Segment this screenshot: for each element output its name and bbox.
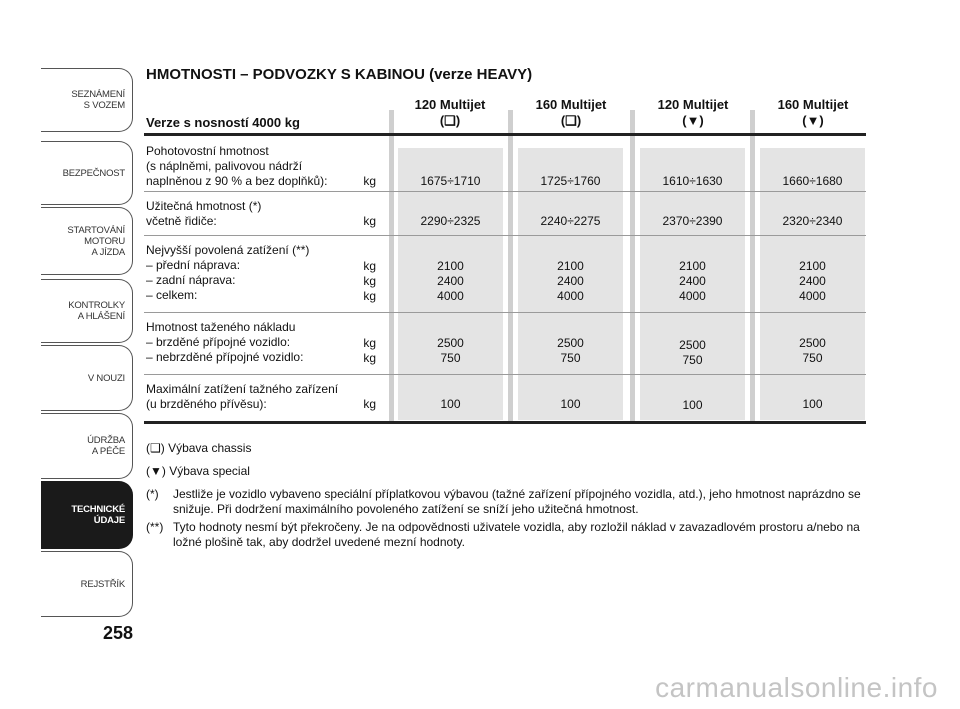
page-number: 258: [102, 623, 133, 643]
column-header-name: 160 Multijet: [535, 97, 607, 112]
column-header: [395, 97, 505, 129]
row-unit: kg kg kg: [363, 259, 376, 303]
page-title: HMOTNOSTI – PODVOZKY S KABINOU (verze HEAVY): [146, 66, 533, 83]
sidebar-tab-startovani[interactable]: [41, 207, 133, 275]
sidebar-tab-label: REJSTŘÍK: [80, 578, 125, 590]
sidebar-tab-label: SEZNÁMENÍ S VOZEM: [71, 89, 125, 111]
sidebar-tab-label: ÚDRŽBA A PÉČE: [87, 435, 125, 457]
sidebar-tab-label: BEZPEČNOST: [62, 167, 125, 179]
row-unit: kg kg: [363, 336, 376, 365]
sidebar-tab-v-nouzi[interactable]: [41, 345, 133, 411]
sidebar-tab-rejstrik[interactable]: [41, 551, 133, 617]
table-cell: 2500 750: [799, 336, 826, 365]
table-cell: 2370÷2390: [662, 214, 723, 228]
row-unit: kg: [363, 397, 376, 411]
row-unit: kg: [363, 214, 376, 228]
sidebar-tab-udrzba[interactable]: [41, 413, 133, 479]
legend-special: (▼) Výbava special: [146, 464, 250, 478]
table-cell: 2240÷2275: [540, 214, 601, 228]
table-cell: 100: [560, 397, 581, 411]
column-header-symbol: (▼): [802, 113, 824, 128]
sidebar-tab-label: TECHNICKÉ ÚDAJE: [71, 504, 125, 526]
table-cell: 2500 750: [437, 336, 464, 365]
row-label: Užitečná hmotnost (*) včetně řidiče:: [146, 199, 262, 228]
sidebar-tab-technicke-udaje[interactable]: [41, 481, 133, 549]
table-cell: 1675÷1710: [420, 174, 481, 188]
row-divider: [144, 374, 866, 375]
column-header-symbol: (▼): [682, 113, 704, 128]
table-cell: 100: [440, 397, 461, 411]
table-top-rule: [144, 133, 866, 136]
row-label: Hmotnost taženého nákladu – brzděné přípojné vozidlo: – nebrzděné přípojné vozidlo:: [146, 320, 304, 364]
column-header-name: 120 Multijet: [414, 97, 486, 112]
sidebar-tab-seznameni[interactable]: [41, 68, 133, 132]
row-label: Nejvyšší povolená zatížení (**) – přední náprava: – zadní náprava: – celkem:: [146, 243, 310, 302]
legend-chassis: (❑) Výbava chassis: [146, 441, 252, 455]
table-cell: 2500 750: [679, 338, 706, 367]
column-header-name: 160 Multijet: [777, 97, 849, 112]
sidebar-tab-kontrolky[interactable]: [41, 279, 133, 343]
table-bottom-rule: [144, 421, 866, 424]
table-cell: 1725÷1760: [540, 174, 601, 188]
row-label: Pohotovostní hmotnost (s náplněmi, palivovou nádrží naplněnou z 90 % a bez doplňků):: [146, 144, 328, 188]
sidebar-tab-bezpecnost[interactable]: [41, 141, 133, 205]
sidebar-tab-label: KONTROLKY A HLÁŠENÍ: [68, 300, 125, 322]
table-cell: 2290÷2325: [420, 214, 481, 228]
footnote: [146, 520, 866, 550]
footnote-mark: (**): [146, 520, 164, 534]
sidebar-tab-label: V NOUZI: [87, 372, 125, 384]
column-header-symbol: (❑): [560, 113, 582, 128]
table-cell: 2100 2400 4000: [557, 259, 584, 303]
sidebar-tab-label: STARTOVÁNÍ MOTORU A JÍZDA: [67, 224, 125, 258]
footnote-mark: (*): [146, 487, 159, 501]
table-header-label: Verze s nosností 4000 kg: [146, 115, 300, 130]
table-cell: 1660÷1680: [782, 174, 843, 188]
table-cell: 1610÷1630: [662, 174, 723, 188]
table-cell: 2100 2400 4000: [437, 259, 464, 303]
row-label: Maximální zatížení tažného zařízení (u brzděného přívěsu):: [146, 382, 339, 411]
column-header: [758, 97, 868, 129]
table-cell: 100: [802, 397, 823, 411]
table-cell: 2500 750: [557, 336, 584, 365]
table-cell: 100: [682, 398, 703, 412]
column-header: [638, 97, 748, 129]
column-stripe: [630, 110, 635, 424]
column-header: [516, 97, 626, 129]
table-cell: 2100 2400 4000: [799, 259, 826, 303]
table-cell: 2100 2400 4000: [679, 259, 706, 303]
table-cell: 2320÷2340: [782, 214, 843, 228]
column-stripe: [389, 110, 394, 424]
footnote: [146, 487, 866, 517]
watermark: carmanualsonline.info: [655, 672, 938, 703]
row-divider: [144, 312, 866, 313]
row-divider: [144, 191, 866, 192]
footnote-text: Jestliže je vozidlo vybaveno speciální příplatkovou výbavou (tažné zařízení přípojného vozidla, atd.), jeho hmotnost naprázdno se snižuje. Při dodržení maximálního povoleného zatížení se sníží jeho užitečná hmotnost.: [173, 487, 861, 516]
column-stripe: [508, 110, 513, 424]
row-divider: [144, 235, 866, 236]
column-header-symbol: (❑): [439, 113, 461, 128]
footnote-text: Tyto hodnoty nesmí být překročeny. Je na odpovědnosti uživatele vozidla, aby rozložil náklad v zavazadlovém prostoru a/nebo na ložné plošině tak, aby dodržel uvedené mezní hodnoty.: [173, 520, 860, 549]
column-header-name: 120 Multijet: [657, 97, 729, 112]
column-stripe: [750, 110, 755, 424]
row-unit: kg: [363, 174, 376, 188]
